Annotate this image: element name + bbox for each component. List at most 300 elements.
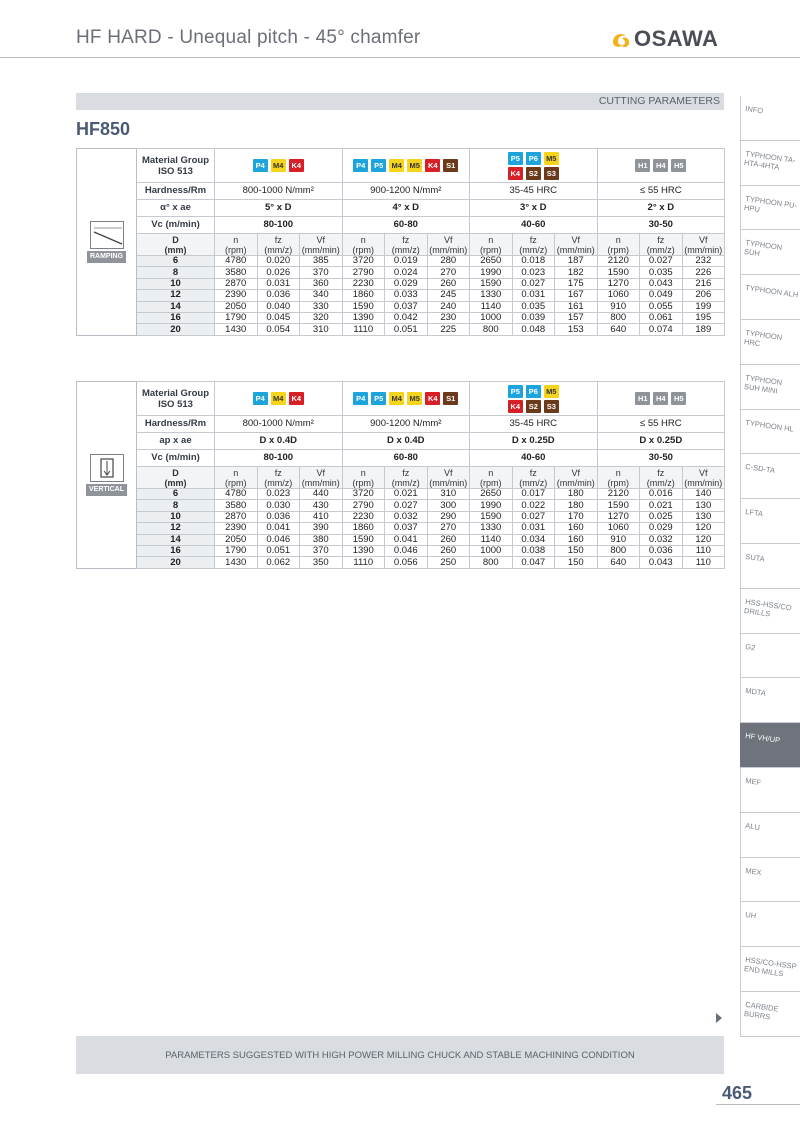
- table-row: [77, 545, 725, 556]
- value-cell: 195: [682, 312, 725, 323]
- column-header: [555, 234, 598, 256]
- value-cell: 4780: [215, 256, 258, 267]
- column-header-name: Vf: [316, 467, 326, 478]
- side-tab[interactable]: [740, 141, 800, 186]
- value-cell: 0.018: [512, 256, 555, 267]
- side-tab-label: MEX: [744, 865, 763, 877]
- column-header-unit: (mm/z): [519, 244, 548, 255]
- table-row: [77, 290, 725, 301]
- value-cell: 260: [427, 278, 470, 289]
- value-cell: 180: [555, 500, 598, 511]
- side-tab[interactable]: [740, 992, 800, 1037]
- value-cell: 110: [682, 545, 725, 556]
- table-row: [77, 500, 725, 511]
- value-cell: 0.030: [257, 500, 300, 511]
- diameter-cell: 8: [137, 267, 215, 278]
- value-cell: 1330: [470, 290, 513, 301]
- vc-value: 30-50: [597, 450, 725, 467]
- column-header-unit: (rpm): [225, 477, 247, 488]
- operation-label: VERTICAL: [86, 484, 127, 496]
- hardness-value: ≤ 55 HRC: [597, 416, 725, 433]
- diameter-cell: 14: [137, 301, 215, 312]
- value-cell: 0.025: [640, 511, 683, 522]
- column-header-name: Vf: [444, 467, 453, 478]
- section-label: CUTTING PARAMETERS: [598, 95, 720, 107]
- column-header: [300, 467, 343, 489]
- material-badge: H1: [635, 159, 650, 172]
- value-cell: 2230: [342, 511, 385, 522]
- value-cell: 199: [682, 301, 725, 312]
- hardness-value: 800-1000 N/mm²: [215, 183, 343, 200]
- side-tab-label: TYPHOON ALH: [744, 283, 799, 300]
- value-cell: 0.027: [385, 500, 428, 511]
- value-cell: 206: [682, 290, 725, 301]
- operation-label: RAMPING: [87, 251, 126, 263]
- side-tab[interactable]: [740, 902, 800, 947]
- param-value: 5° x D: [215, 200, 343, 217]
- material-badge-row: [635, 392, 686, 405]
- side-tab-label: INFO: [744, 104, 764, 116]
- value-cell: 1590: [470, 511, 513, 522]
- value-cell: 140: [682, 489, 725, 500]
- cutting-table-ramping: [76, 148, 725, 336]
- material-badge-row: [508, 400, 559, 413]
- column-header: [257, 467, 300, 489]
- value-cell: 260: [427, 534, 470, 545]
- column-header: [682, 467, 725, 489]
- column-header-name: fz: [274, 234, 282, 245]
- value-cell: 153: [555, 324, 598, 335]
- vc-row: [77, 217, 725, 234]
- material-group-cell: [215, 382, 343, 416]
- column-header: [385, 234, 428, 256]
- material-badge: K4: [289, 392, 304, 405]
- material-badge-row: [508, 167, 559, 180]
- value-cell: 1390: [342, 312, 385, 323]
- value-cell: 0.035: [640, 267, 683, 278]
- value-cell: 1860: [342, 523, 385, 534]
- column-header: [512, 234, 555, 256]
- value-cell: 0.047: [512, 557, 555, 568]
- value-cell: 240: [427, 301, 470, 312]
- vc-value: 40-60: [470, 217, 598, 234]
- value-cell: 800: [597, 545, 640, 556]
- value-cell: 2650: [470, 489, 513, 500]
- footer-bar: [76, 1036, 724, 1074]
- material-badge-row: [508, 152, 559, 165]
- value-cell: 430: [300, 500, 343, 511]
- value-cell: 0.031: [257, 278, 300, 289]
- value-cell: 161: [555, 301, 598, 312]
- column-header-unit: (mm/min): [301, 244, 340, 255]
- material-badge: M4: [271, 392, 286, 405]
- column-header-unit: (mm/min): [429, 477, 468, 488]
- material-group-cell: [597, 149, 725, 183]
- material-badge: P5: [371, 392, 386, 405]
- side-tab-label: C-SD-TA: [744, 462, 776, 476]
- value-cell: 0.042: [385, 312, 428, 323]
- side-tab[interactable]: [740, 275, 800, 320]
- param-row: [77, 433, 725, 450]
- column-header-name: n: [488, 234, 494, 245]
- value-cell: 0.046: [385, 545, 428, 556]
- vc-label: Vc (m/min): [137, 450, 215, 467]
- value-cell: 216: [682, 278, 725, 289]
- column-header-name: n: [615, 467, 621, 478]
- side-tab[interactable]: [740, 589, 800, 634]
- material-badge-row: [508, 385, 559, 398]
- material-group-cell: [597, 382, 725, 416]
- hardness-value: 35-45 HRC: [470, 183, 598, 200]
- column-header-name: n: [615, 234, 621, 245]
- material-badge: M5: [544, 152, 559, 165]
- material-badge: M5: [407, 392, 422, 405]
- value-cell: 130: [682, 500, 725, 511]
- value-cell: 0.023: [512, 267, 555, 278]
- value-cell: 250: [427, 557, 470, 568]
- value-cell: 0.027: [512, 511, 555, 522]
- header-divider: [0, 57, 800, 58]
- material-row: [77, 382, 725, 416]
- value-cell: 0.016: [640, 489, 683, 500]
- value-cell: 175: [555, 278, 598, 289]
- value-cell: 0.022: [512, 500, 555, 511]
- column-header-name: fz: [657, 467, 665, 478]
- value-cell: 1140: [470, 301, 513, 312]
- diameter-cell: 12: [137, 523, 215, 534]
- table-row: [77, 278, 725, 289]
- column-header-row: [77, 467, 725, 489]
- hardness-row: [77, 183, 725, 200]
- table-row: [77, 324, 725, 335]
- column-header: [597, 467, 640, 489]
- column-header-unit: (mm/min): [684, 244, 723, 255]
- column-header-name: fz: [402, 234, 410, 245]
- value-cell: 1590: [597, 267, 640, 278]
- column-header-name: n: [360, 467, 366, 478]
- value-cell: 0.027: [640, 256, 683, 267]
- value-cell: 0.037: [385, 523, 428, 534]
- value-cell: 0.051: [385, 324, 428, 335]
- material-badge: P4: [353, 159, 368, 172]
- operation-cell: [77, 382, 137, 569]
- value-cell: 150: [555, 545, 598, 556]
- value-cell: 160: [555, 523, 598, 534]
- column-header-name: Vf: [571, 467, 581, 478]
- material-badge: K4: [508, 167, 523, 180]
- column-header-name: Vf: [571, 234, 581, 245]
- value-cell: 1060: [597, 523, 640, 534]
- side-tab[interactable]: [740, 634, 800, 679]
- side-tab-label: LFTA: [744, 507, 764, 519]
- column-header: [640, 234, 683, 256]
- column-header: [257, 234, 300, 256]
- diameter-cell: 10: [137, 511, 215, 522]
- side-tab[interactable]: [740, 544, 800, 589]
- side-tab[interactable]: [740, 499, 800, 544]
- value-cell: 0.020: [257, 256, 300, 267]
- side-tab[interactable]: [740, 230, 800, 275]
- next-arrow-icon[interactable]: [716, 1013, 722, 1023]
- material-badge: K4: [508, 400, 523, 413]
- diameter-cell: 16: [137, 312, 215, 323]
- column-header: [512, 467, 555, 489]
- value-cell: 180: [555, 489, 598, 500]
- value-cell: 1000: [470, 312, 513, 323]
- material-badge: H5: [671, 392, 686, 405]
- table-row: [77, 312, 725, 323]
- value-cell: 0.029: [385, 278, 428, 289]
- value-cell: 1990: [470, 267, 513, 278]
- diameter-cell: 6: [137, 256, 215, 267]
- param-label: ap x ae: [137, 433, 215, 450]
- value-cell: 640: [597, 324, 640, 335]
- value-cell: 130: [682, 511, 725, 522]
- param-value: D x 0.25D: [470, 433, 598, 450]
- value-cell: 160: [555, 534, 598, 545]
- value-cell: 1860: [342, 290, 385, 301]
- value-cell: 120: [682, 534, 725, 545]
- material-badge: K4: [289, 159, 304, 172]
- column-header-unit: (mm/z): [391, 244, 420, 255]
- value-cell: 3580: [215, 267, 258, 278]
- value-cell: 0.046: [257, 534, 300, 545]
- value-cell: 0.043: [640, 278, 683, 289]
- value-cell: 310: [300, 324, 343, 335]
- value-cell: 330: [300, 301, 343, 312]
- value-cell: 226: [682, 267, 725, 278]
- value-cell: 1140: [470, 534, 513, 545]
- column-header-unit: (mm/z): [646, 477, 675, 488]
- param-value: 3° x D: [470, 200, 598, 217]
- column-header: [640, 467, 683, 489]
- side-tab[interactable]: [740, 454, 800, 499]
- value-cell: 120: [682, 523, 725, 534]
- value-cell: 4780: [215, 489, 258, 500]
- value-cell: 370: [300, 267, 343, 278]
- side-tab[interactable]: [740, 96, 800, 141]
- value-cell: 1390: [342, 545, 385, 556]
- table-row: [77, 534, 725, 545]
- column-header-unit: (rpm): [352, 244, 375, 255]
- value-cell: 270: [427, 523, 470, 534]
- operation-diagram: [90, 221, 124, 249]
- value-cell: 2790: [342, 267, 385, 278]
- side-tab[interactable]: [740, 410, 800, 455]
- column-header: [427, 234, 470, 256]
- value-cell: 0.023: [257, 489, 300, 500]
- side-tab[interactable]: [740, 320, 800, 365]
- column-header-name: fz: [529, 234, 537, 245]
- vc-value: 80-100: [215, 450, 343, 467]
- value-cell: 167: [555, 290, 598, 301]
- value-cell: 0.031: [512, 290, 555, 301]
- value-cell: 0.040: [257, 301, 300, 312]
- side-tab-label: UH: [744, 910, 757, 921]
- value-cell: 300: [427, 500, 470, 511]
- value-cell: 0.029: [640, 523, 683, 534]
- material-badge: K4: [425, 392, 440, 405]
- column-header-name: fz: [657, 234, 665, 245]
- value-cell: 0.041: [385, 534, 428, 545]
- material-badge: M4: [389, 159, 404, 172]
- value-cell: 0.049: [640, 290, 683, 301]
- value-cell: 3720: [342, 489, 385, 500]
- material-badge: S1: [443, 159, 458, 172]
- column-header-unit: (mm/z): [391, 477, 420, 488]
- side-tab[interactable]: [740, 186, 800, 231]
- value-cell: 0.043: [640, 557, 683, 568]
- side-tab-label: TYPHOON HL: [744, 417, 795, 434]
- diameter-unit: (mm): [164, 477, 187, 488]
- column-header: [385, 467, 428, 489]
- side-tab[interactable]: [740, 947, 800, 992]
- value-cell: 2870: [215, 511, 258, 522]
- value-cell: 360: [300, 278, 343, 289]
- value-cell: 2050: [215, 301, 258, 312]
- column-header: [682, 234, 725, 256]
- value-cell: 340: [300, 290, 343, 301]
- value-cell: 0.062: [257, 557, 300, 568]
- table-row: [77, 256, 725, 267]
- value-cell: 280: [427, 256, 470, 267]
- side-tab[interactable]: [740, 813, 800, 858]
- vc-value: 80-100: [215, 217, 343, 234]
- value-cell: 640: [597, 557, 640, 568]
- column-header-name: Vf: [699, 234, 708, 245]
- value-cell: 410: [300, 511, 343, 522]
- value-cell: 3580: [215, 500, 258, 511]
- column-header-row: [77, 234, 725, 256]
- value-cell: 0.074: [640, 324, 683, 335]
- value-cell: 0.032: [385, 511, 428, 522]
- column-header-name: n: [488, 467, 494, 478]
- value-cell: 2650: [470, 256, 513, 267]
- column-header-unit: (mm/z): [264, 244, 293, 255]
- model-title: HF850: [76, 119, 131, 139]
- material-badge: P4: [253, 392, 268, 405]
- diameter-cell: 12: [137, 290, 215, 301]
- value-cell: 245: [427, 290, 470, 301]
- page-title: HF HARD - Unequal pitch - 45° chamfer: [76, 27, 421, 48]
- material-badge-row: [253, 392, 304, 405]
- value-cell: 0.026: [257, 267, 300, 278]
- value-cell: 1590: [597, 500, 640, 511]
- value-cell: 0.024: [385, 267, 428, 278]
- material-badge: P5: [508, 152, 523, 165]
- material-badge: P4: [353, 392, 368, 405]
- value-cell: 2390: [215, 523, 258, 534]
- vc-value: 30-50: [597, 217, 725, 234]
- value-cell: 2790: [342, 500, 385, 511]
- hardness-row: [77, 416, 725, 433]
- material-badge-row: [353, 159, 458, 172]
- material-badge: H5: [671, 159, 686, 172]
- value-cell: 0.032: [640, 534, 683, 545]
- vc-label: Vc (m/min): [137, 217, 215, 234]
- side-tab[interactable]: [740, 723, 800, 768]
- column-header-unit: (mm/min): [556, 244, 595, 255]
- material-badge: M5: [544, 385, 559, 398]
- value-cell: 0.038: [512, 545, 555, 556]
- value-cell: 0.021: [640, 500, 683, 511]
- side-tab-label: HF VH/UP: [744, 731, 781, 745]
- hardness-value: 35-45 HRC: [470, 416, 598, 433]
- column-header: [427, 467, 470, 489]
- material-row: [77, 149, 725, 183]
- column-header-name: n: [233, 467, 239, 478]
- side-tab-label: TYPHOON SUH: [743, 238, 783, 259]
- value-cell: 2120: [597, 256, 640, 267]
- side-tab[interactable]: [740, 365, 800, 410]
- material-badge-row: [353, 392, 458, 405]
- side-tab-label: TYPHOON TA-HTA-4HTA: [743, 148, 797, 172]
- side-tab[interactable]: [740, 768, 800, 813]
- value-cell: 0.039: [512, 312, 555, 323]
- column-header-name: n: [360, 234, 366, 245]
- material-badge: S2: [526, 400, 541, 413]
- material-badge: S3: [544, 400, 559, 413]
- value-cell: 0.045: [257, 312, 300, 323]
- material-badge-row: [635, 159, 686, 172]
- column-header: [470, 467, 513, 489]
- value-cell: 0.041: [257, 523, 300, 534]
- hardness-label: Hardness/Rm: [137, 183, 215, 200]
- value-cell: 800: [470, 324, 513, 335]
- material-group-cell: [342, 149, 470, 183]
- footer-note: PARAMETERS SUGGESTED WITH HIGH POWER MILLING CHUCK AND STABLE MACHINING CONDITION: [165, 1050, 635, 1061]
- column-header: [300, 234, 343, 256]
- side-tab-label: TYPHOON SUH MINI: [743, 372, 783, 396]
- operation-cell: [77, 149, 137, 336]
- material-group-cell: [215, 149, 343, 183]
- column-header: [555, 467, 598, 489]
- value-cell: 910: [597, 301, 640, 312]
- side-tab-label: TYPHOON HRC: [743, 327, 783, 349]
- value-cell: 0.056: [385, 557, 428, 568]
- side-tab-label: TYPHOON PU-HPU: [743, 193, 798, 214]
- material-badge: M4: [389, 392, 404, 405]
- value-cell: 110: [682, 557, 725, 568]
- value-cell: 0.048: [512, 324, 555, 335]
- value-cell: 350: [300, 557, 343, 568]
- value-cell: 170: [555, 511, 598, 522]
- value-cell: 1790: [215, 545, 258, 556]
- value-cell: 370: [300, 545, 343, 556]
- side-tab[interactable]: [740, 678, 800, 723]
- material-group-cell: [470, 149, 598, 183]
- side-tab-label: G2: [744, 641, 756, 652]
- table-row: [77, 557, 725, 568]
- value-cell: 3720: [342, 256, 385, 267]
- material-badge: P6: [526, 385, 541, 398]
- side-tab[interactable]: [740, 858, 800, 903]
- value-cell: 440: [300, 489, 343, 500]
- value-cell: 0.051: [257, 545, 300, 556]
- value-cell: 1790: [215, 312, 258, 323]
- material-badge: P6: [526, 152, 541, 165]
- ramping-icon: [77, 221, 136, 263]
- cutting-table-vertical: [76, 381, 725, 569]
- column-header: [342, 467, 385, 489]
- value-cell: 182: [555, 267, 598, 278]
- value-cell: 0.019: [385, 256, 428, 267]
- value-cell: 0.036: [640, 545, 683, 556]
- material-badge-stack: [470, 150, 597, 182]
- diameter-header: [137, 234, 215, 256]
- column-header-name: Vf: [444, 234, 453, 245]
- param-label: α° x ae: [137, 200, 215, 217]
